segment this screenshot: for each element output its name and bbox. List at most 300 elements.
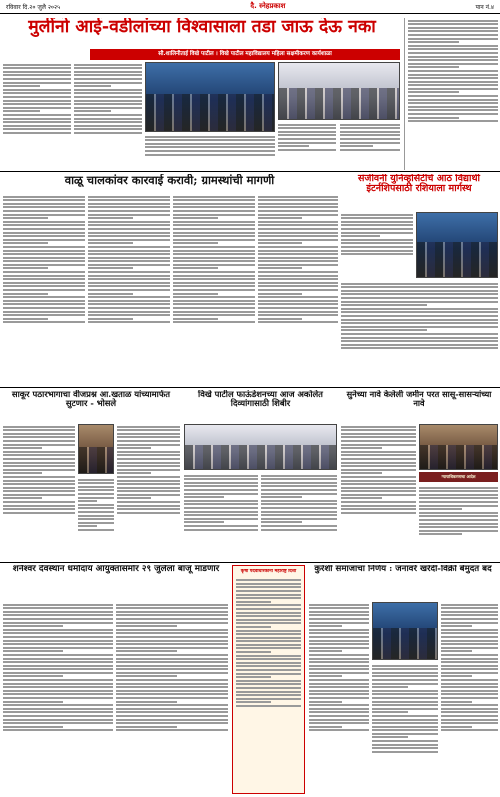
text-line: [236, 626, 271, 628]
text-line: [441, 704, 498, 706]
text-line: [258, 221, 338, 223]
story6-stamp: न्यायाधिकरणाचा आदेश: [419, 472, 498, 482]
text-line: [372, 729, 438, 731]
text-line: [3, 85, 40, 87]
text-line: [3, 303, 85, 305]
text-line: [236, 597, 301, 599]
text-line: [116, 722, 228, 724]
text-line: [236, 691, 301, 693]
text-line: [309, 668, 369, 670]
text-line: [184, 525, 258, 527]
text-line: [88, 239, 170, 241]
text-line: [3, 433, 75, 435]
text-line: [258, 267, 302, 269]
text-line: [88, 242, 133, 244]
text-line: [236, 594, 301, 596]
text-line: [117, 469, 180, 471]
text-line: [341, 451, 416, 453]
text-line: [309, 729, 369, 731]
text-line: [408, 74, 498, 76]
text-line: [88, 250, 170, 252]
text-line: [341, 508, 416, 510]
text-line: [419, 512, 498, 514]
text-line: [419, 494, 498, 496]
text-line: [3, 235, 85, 237]
text-line: [341, 426, 416, 428]
text-line: [341, 340, 498, 342]
text-line: [309, 661, 369, 663]
text-line: [88, 271, 170, 273]
text-line: [372, 747, 438, 749]
text-line: [3, 228, 85, 230]
text-line: [173, 246, 255, 248]
text-line: [3, 307, 85, 309]
text-line: [3, 257, 85, 259]
text-line: [88, 253, 170, 255]
text-line: [88, 224, 170, 226]
text-line: [184, 507, 258, 509]
text-line: [3, 296, 85, 298]
text-line: [74, 85, 111, 87]
text-line: [419, 533, 462, 535]
text-line: [3, 654, 113, 656]
text-line: [441, 711, 498, 713]
text-line: [441, 679, 498, 681]
story2-column-4: [258, 194, 338, 384]
text-line: [372, 675, 438, 677]
text-line: [117, 440, 180, 442]
text-line: [116, 715, 228, 717]
text-line: [441, 636, 498, 638]
text-line: [74, 67, 142, 69]
text-line: [236, 583, 301, 585]
text-line: [3, 289, 85, 291]
text-line: [3, 203, 85, 205]
text-line: [3, 321, 85, 323]
text-line: [88, 217, 133, 219]
text-line: [258, 203, 338, 205]
text-line: [236, 637, 301, 639]
text-line: [74, 103, 142, 105]
text-line: [3, 436, 75, 438]
text-line: [88, 275, 170, 277]
text-line: [3, 311, 85, 313]
text-line: [372, 686, 408, 688]
text-line: [419, 526, 498, 528]
text-line: [309, 726, 342, 728]
text-line: [116, 611, 228, 613]
text-line: [116, 708, 228, 710]
text-line: [408, 70, 498, 72]
text-line: [372, 744, 438, 746]
story9-headline: कृषी पदवीधारकांना महाराष्ट्र दिशा: [240, 569, 297, 574]
text-line: [74, 82, 142, 84]
text-line: [88, 232, 170, 234]
text-line: [341, 465, 416, 467]
text-line: [261, 514, 337, 516]
text-line: [3, 196, 85, 198]
text-line: [3, 701, 63, 703]
text-line: [441, 604, 498, 606]
text-line: [116, 622, 228, 624]
text-line: [3, 447, 42, 449]
text-line: [408, 95, 498, 97]
text-line: [116, 675, 177, 677]
story7-column-1: [3, 602, 113, 794]
text-line: [236, 683, 301, 685]
text-line: [309, 607, 369, 609]
masthead: [0, 0, 500, 14]
text-line: [3, 618, 113, 620]
text-line: [88, 307, 170, 309]
text-line: [372, 679, 438, 681]
text-line: [236, 676, 271, 678]
text-line: [309, 632, 369, 634]
text-line: [441, 686, 498, 688]
text-line: [441, 607, 498, 609]
text-line: [258, 246, 338, 248]
text-line: [78, 525, 97, 527]
text-line: [309, 690, 369, 692]
text-line: [341, 311, 498, 313]
text-line: [78, 493, 114, 495]
text-line: [341, 429, 416, 431]
text-line: [3, 282, 85, 284]
text-line: [341, 433, 416, 435]
text-line: [419, 515, 498, 517]
text-line: [408, 27, 498, 29]
text-line: [173, 214, 255, 216]
text-line: [309, 658, 369, 660]
lead-headline: मुलींनो आई-वडीलांच्या विश्वासाला तडा जाऊ देऊ नका: [28, 18, 376, 37]
text-line: [116, 719, 228, 721]
text-line: [341, 480, 416, 482]
text-line: [441, 715, 498, 717]
text-line: [309, 719, 369, 721]
story6-column-2: [419, 485, 498, 559]
text-line: [173, 314, 255, 316]
text-line: [3, 458, 75, 460]
text-line: [173, 293, 218, 295]
text-line: [78, 515, 114, 517]
text-line: [258, 260, 338, 262]
text-line: [236, 662, 301, 664]
text-line: [408, 84, 498, 86]
text-line: [116, 704, 228, 706]
text-line: [309, 679, 369, 681]
text-line: [173, 260, 255, 262]
text-line: [341, 301, 498, 303]
story7-headline: शनैश्वर देवस्थान धर्मादाय आयुक्तासमोर २९ जुलैला बाजू मांडणार: [12, 565, 220, 574]
text-line: [88, 257, 170, 259]
text-line: [258, 293, 302, 295]
story4-photo: [78, 424, 114, 474]
text-line: [341, 286, 498, 288]
text-line: [441, 701, 472, 703]
text-line: [3, 672, 113, 674]
text-line: [3, 275, 85, 277]
text-line: [309, 618, 369, 620]
text-line: [88, 300, 170, 302]
text-line: [341, 469, 416, 471]
text-line: [173, 217, 218, 219]
text-line: [341, 501, 416, 503]
text-line: [117, 458, 180, 460]
text-line: [408, 106, 498, 108]
text-line: [173, 257, 255, 259]
text-line: [3, 440, 75, 442]
text-line: [3, 640, 113, 642]
text-line: [3, 128, 71, 130]
text-line: [309, 647, 369, 649]
text-line: [3, 719, 113, 721]
text-line: [419, 530, 498, 532]
story5-column-1: [184, 473, 258, 559]
text-line: [258, 199, 338, 201]
text-line: [372, 715, 438, 717]
text-line: [441, 690, 498, 692]
text-line: [3, 501, 75, 503]
text-line: [3, 118, 71, 120]
text-line: [3, 92, 71, 94]
text-line: [117, 501, 180, 503]
text-line: [341, 483, 416, 485]
story3-column-2: [341, 281, 498, 384]
text-line: [173, 300, 255, 302]
text-line: [441, 722, 498, 724]
text-line: [117, 483, 180, 485]
text-line: [341, 344, 498, 346]
text-line: [258, 250, 338, 252]
text-line: [258, 214, 338, 216]
text-line: [3, 690, 113, 692]
text-line: [341, 315, 498, 317]
text-line: [258, 257, 338, 259]
text-line: [78, 486, 114, 488]
text-line: [309, 622, 369, 624]
text-line: [408, 81, 498, 83]
text-line: [261, 521, 302, 523]
text-line: [3, 293, 48, 295]
text-line: [258, 318, 302, 320]
story5-column-2: [261, 473, 337, 559]
text-line: [184, 511, 258, 513]
text-line: [441, 726, 472, 728]
text-line: [116, 654, 228, 656]
text-line: [341, 337, 498, 339]
text-line: [309, 625, 342, 627]
text-line: [116, 701, 177, 703]
text-line: [3, 67, 71, 69]
text-line: [78, 518, 114, 520]
text-line: [340, 142, 400, 144]
text-line: [3, 271, 85, 273]
text-line: [258, 300, 338, 302]
text-line: [78, 504, 114, 506]
text-line: [441, 693, 498, 695]
text-line: [341, 235, 380, 237]
text-line: [3, 429, 75, 431]
text-line: [341, 487, 416, 489]
text-line: [88, 278, 170, 280]
text-line: [3, 96, 71, 98]
text-line: [116, 636, 228, 638]
text-line: [278, 127, 336, 129]
text-line: [341, 297, 498, 299]
text-line: [341, 224, 413, 226]
text-line: [3, 658, 113, 660]
text-line: [3, 246, 85, 248]
text-line: [372, 672, 438, 674]
text-line: [173, 307, 255, 309]
text-line: [74, 71, 142, 73]
text-line: [116, 661, 228, 663]
text-line: [173, 242, 218, 244]
text-line: [3, 665, 113, 667]
text-line: [278, 131, 336, 133]
text-line: [309, 636, 369, 638]
text-line: [341, 322, 498, 324]
text-line: [116, 686, 228, 688]
text-line: [340, 145, 373, 147]
text-line: [372, 726, 438, 728]
text-line: [341, 239, 413, 241]
text-line: [173, 224, 255, 226]
text-line: [236, 644, 301, 646]
text-line: [341, 444, 416, 446]
text-line: [116, 614, 228, 616]
text-line: [258, 282, 338, 284]
text-line: [145, 154, 275, 156]
text-line: [258, 196, 338, 198]
text-line: [3, 614, 113, 616]
text-line: [372, 701, 438, 703]
text-line: [3, 480, 75, 482]
text-line: [173, 285, 255, 287]
text-line: [261, 482, 337, 484]
story8-headline: कुरेशी समाजाचा निर्णय : जनावरे खरेदी-विक्री बेमुदत बंद: [314, 565, 492, 574]
text-line: [372, 665, 438, 667]
text-line: [309, 693, 369, 695]
text-line: [145, 150, 275, 152]
text-line: [236, 701, 271, 703]
story2-column-3: [173, 194, 255, 384]
text-line: [3, 107, 71, 109]
text-line: [3, 110, 40, 112]
story9-box: [232, 565, 305, 794]
text-line: [88, 235, 170, 237]
text-line: [78, 497, 114, 499]
text-line: [441, 611, 498, 613]
text-line: [372, 704, 438, 706]
text-line: [116, 658, 228, 660]
text-line: [117, 472, 151, 474]
text-line: [116, 625, 177, 627]
text-line: [309, 697, 369, 699]
text-line: [74, 107, 142, 109]
text-line: [441, 629, 498, 631]
text-line: [88, 246, 170, 248]
text-line: [441, 683, 498, 685]
text-line: [341, 333, 498, 335]
text-line: [3, 217, 48, 219]
text-line: [173, 196, 255, 198]
text-line: [408, 30, 498, 32]
text-line: [74, 74, 142, 76]
text-line: [184, 518, 258, 520]
text-line: [117, 508, 180, 510]
text-line: [116, 607, 228, 609]
text-line: [309, 704, 369, 706]
story9-body: [236, 578, 301, 768]
text-line: [173, 278, 255, 280]
text-line: [408, 88, 498, 90]
text-line: [88, 293, 133, 295]
text-line: [236, 655, 301, 657]
text-line: [3, 132, 71, 134]
text-line: [341, 246, 413, 248]
text-line: [408, 20, 498, 22]
text-line: [261, 503, 337, 505]
text-line: [341, 308, 498, 310]
text-line: [258, 303, 338, 305]
text-line: [441, 622, 498, 624]
text-line: [117, 465, 180, 467]
text-line: [3, 497, 42, 499]
text-line: [117, 429, 180, 431]
text-line: [3, 267, 48, 269]
text-line: [408, 41, 459, 43]
text-line: [88, 206, 170, 208]
text-line: [88, 314, 170, 316]
text-line: [3, 250, 85, 252]
text-line: [340, 149, 400, 151]
text-line: [3, 611, 113, 613]
text-line: [309, 708, 369, 710]
text-line: [173, 267, 218, 269]
text-line: [341, 476, 416, 478]
text-line: [441, 658, 498, 660]
text-line: [3, 454, 75, 456]
text-line: [117, 433, 180, 435]
text-line: [116, 711, 228, 713]
text-line: [261, 493, 337, 495]
text-line: [236, 665, 301, 667]
text-line: [258, 242, 302, 244]
text-line: [258, 235, 338, 237]
text-line: [408, 77, 498, 79]
text-line: [3, 451, 75, 453]
text-line: [184, 500, 258, 502]
text-line: [258, 296, 338, 298]
text-line: [419, 519, 498, 521]
text-line: [74, 125, 142, 127]
text-line: [341, 242, 413, 244]
text-line: [3, 242, 48, 244]
text-line: [341, 250, 413, 252]
text-line: [419, 508, 462, 510]
text-line: [441, 650, 472, 652]
text-line: [117, 487, 180, 489]
lead-column-2: [74, 62, 142, 167]
text-line: [372, 697, 438, 699]
story3-column-1: [341, 212, 413, 278]
text-line: [372, 668, 438, 670]
text-line: [372, 740, 438, 742]
text-line: [278, 145, 309, 147]
text-line: [340, 138, 400, 140]
text-line: [261, 485, 337, 487]
